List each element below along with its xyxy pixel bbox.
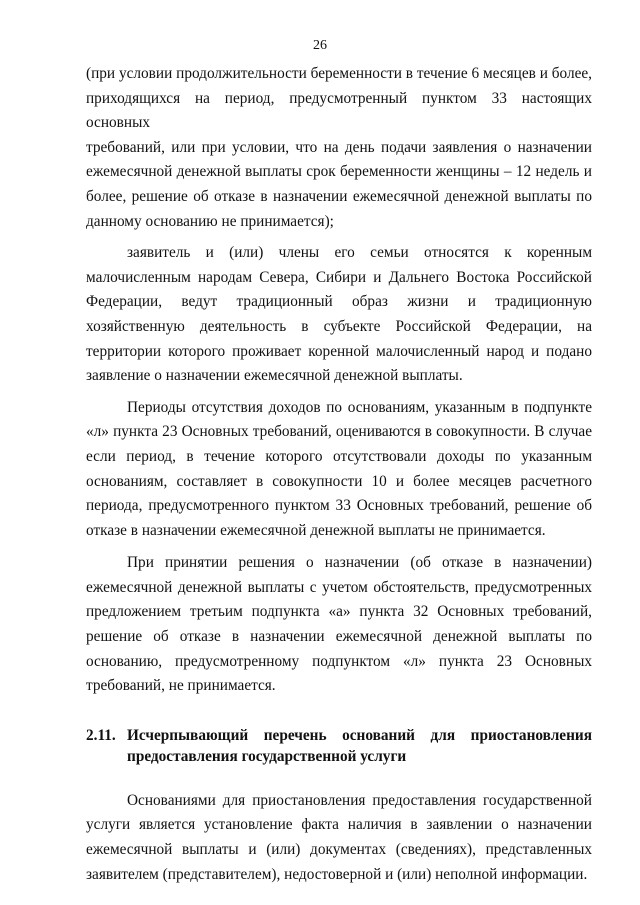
paragraph-income-absence-periods — [86, 396, 592, 544]
text-line: приходящихся на период, предусмотренный пунктом 33 настоящих основных — [86, 89, 592, 132]
section-title-line: предоставления государственной услуги — [127, 747, 407, 765]
text-line: «л» пункта 23 Основных требований, оцениваются в совокупности. В случае — [86, 423, 592, 441]
text-line: основаниям, составляет в совокупности 10 и более месяцев расчетного — [86, 472, 592, 490]
page-number: 26 — [313, 38, 327, 53]
section-heading — [86, 725, 592, 767]
text-line: заявитель и (или) члены его семьи относятся к коренным — [127, 244, 592, 262]
text-line: малочисленным народам Севера, Сибири и Дальнего Востока Российской — [86, 268, 592, 286]
text-line: (при условии продолжительности беременности в течение 6 месяцев и более, — [86, 65, 592, 82]
paragraph-decision-circumstances — [86, 551, 592, 699]
document-body — [86, 62, 592, 887]
text-line: основанию, предусмотренному подпунктом «л» пункта 23 Основных — [86, 652, 592, 670]
section-title — [127, 725, 592, 767]
text-line: Периоды отсутствия доходов по основаниям, указанным в подпункте — [127, 398, 592, 416]
text-line: хозяйственную деятельность в субъекте Российской Федерации, на — [86, 317, 592, 335]
text-line: данному основанию не принимается); — [86, 212, 334, 230]
section-title-line: Исчерпывающий перечень оснований для приостановления — [127, 726, 592, 744]
text-line: решение об отказе в назначении ежемесячной денежной выплаты по — [86, 628, 592, 646]
text-line: периода, предусмотренного пунктом 33 Основных требований, решение об — [86, 497, 592, 515]
text-line: услуги является установление факта наличия в заявлении о назначении — [86, 816, 592, 834]
section-number: 2.11. — [86, 726, 116, 744]
text-line: если период, в течение которого отсутствовали доходы по указанным — [86, 447, 592, 465]
text-line: требований, не принимается. — [86, 677, 276, 695]
text-line: ежемесячной денежной выплаты с учетом обстоятельств, предусмотренных — [86, 578, 592, 596]
text-line: ежемесячной выплаты и (или) документах (сведениях), представленных — [86, 841, 592, 859]
text-line: требований, или при условии, что на день подачи заявления о назначении — [86, 138, 592, 156]
text-line: заявителем (представителем), недостоверной и (или) неполной информации. — [86, 865, 588, 883]
text-line: территории которого проживает коренной малочисленный народ и подано — [86, 342, 592, 360]
text-line: ежемесячной денежной выплаты срок беременности женщины – 12 недель и — [86, 163, 592, 181]
text-line: При принятии решения о назначении (об отказе в назначении) — [127, 554, 592, 572]
text-line: заявление о назначении ежемесячной денежной выплаты. — [86, 367, 463, 385]
text-line: Основаниями для приостановления предоставления государственной — [127, 791, 592, 809]
paragraph-pregnancy-condition — [86, 62, 592, 234]
text-line: Федерации, ведут традиционный образ жизни и традиционную — [86, 293, 592, 311]
paragraph-suspension-grounds — [86, 789, 592, 887]
text-line: отказе в назначении ежемесячной денежной выплаты не принимается. — [86, 521, 546, 539]
text-line: предложением третьим подпункта «а» пункта 32 Основных требований, — [86, 603, 592, 621]
text-line: более, решение об отказе в назначении ежемесячной денежной выплаты по — [86, 187, 592, 205]
paragraph-indigenous-peoples — [86, 241, 592, 389]
